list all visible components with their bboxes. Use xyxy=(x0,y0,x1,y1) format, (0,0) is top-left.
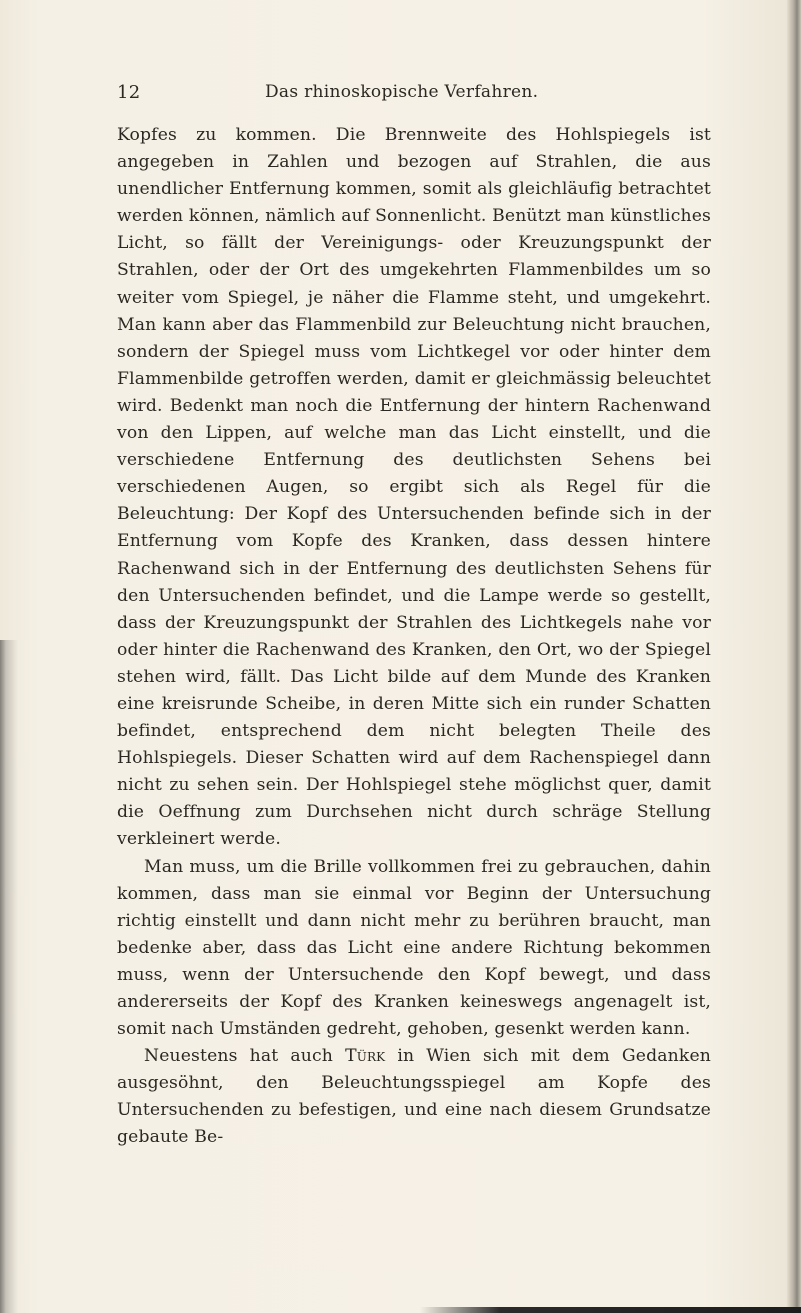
paragraph-3 xyxy=(117,1043,711,1151)
binding-shadow xyxy=(0,640,18,1313)
paragraph-3-text-end: in Wien sich mit dem Gedanken ausgesöhnt, den Beleuchtungsspiegel am Kopfe des Untersuchenden zu befestigen, und eine nach diesem Grundsatze gebaute Be- xyxy=(117,1046,711,1148)
page-number: 12 xyxy=(117,82,141,103)
paragraph-1: Kopfes zu kommen. Die Brennweite des Hohlspiegels ist angegeben in Zahlen und bezogen auf Strahlen, die aus unendlicher Entfernung kommen, somit als gleichläufig betrachtet werden können, nämlich auf Sonnenlicht. Benützt man künstliches Licht, so fällt der Vereinigungs- oder Kreuzungspunkt der Strahlen, oder der Ort des umgekehrten Flammenbildes um so weiter vom Spiegel, je näher die Flamme steht, und umgekehrt. Man kann aber das Flammenbild zur Beleuchtung nicht brauchen, sondern der Spiegel muss vom Lichtkegel vor oder hinter dem Flammenbilde getroffen werden, damit er gleichmässig beleuchtet wird. Bedenkt man noch die Entfernung der hintern Rachenwand von den Lippen, auf welche man das Licht einstellt, und die verschiedene Entfernung des deutlichsten Sehens bei verschiedenen Augen, so ergibt sich als Regel für die Beleuchtung: Der Kopf des Untersuchenden befinde sich in der Entfernung vom Kopfe des Kranken, dass dessen hintere Rachenwand sich in der Entfernung des deutlichsten Sehens für den Untersuchenden befindet, und die Lampe werde so gestellt, dass der Kreuzungspunkt der Strahlen des Lichtkegels nahe vor oder hinter die Rachenwand des Kranken, den Ort, wo der Spiegel stehen wird, fällt. Das Licht bilde auf dem Munde des Kranken eine kreisrunde Scheibe, in deren Mitte sich ein runder Schatten befindet, entsprechend dem nicht belegten Theile des Hohlspiegels. Dieser Schatten wird auf dem Rachenspiegel dann nicht zu sehen sein. Der Hohlspiegel stehe möglichst quer, damit die Oeffnung zum Durchsehen nicht durch schräge Stellung verkleinert werde. xyxy=(117,125,711,850)
author-name: Türk xyxy=(345,1046,386,1067)
body-text xyxy=(117,122,711,1152)
running-header xyxy=(117,82,711,106)
paragraph-2: Man muss, um die Brille vollkommen frei zu gebrauchen, dahin kommen, dass man sie einmal vor Beginn der Untersuchung richtig einstellt und dann nicht mehr zu berühren braucht, man bedenke aber, dass das Licht eine andere Richtung bekommen muss, wenn der Untersuchende den Kopf bewegt, und dass andererseits der Kopf des Kranken keineswegs angenagelt ist, somit nach Umständen gedreht, gehoben, gesenkt werden kann. xyxy=(117,856,711,1040)
bottom-edge-shadow xyxy=(420,1307,801,1313)
running-title: Das rhinoskopische Verfahren. xyxy=(265,82,539,102)
paragraph-3-text-start: Neuestens hat auch xyxy=(144,1046,346,1067)
page-edge xyxy=(787,0,801,1313)
